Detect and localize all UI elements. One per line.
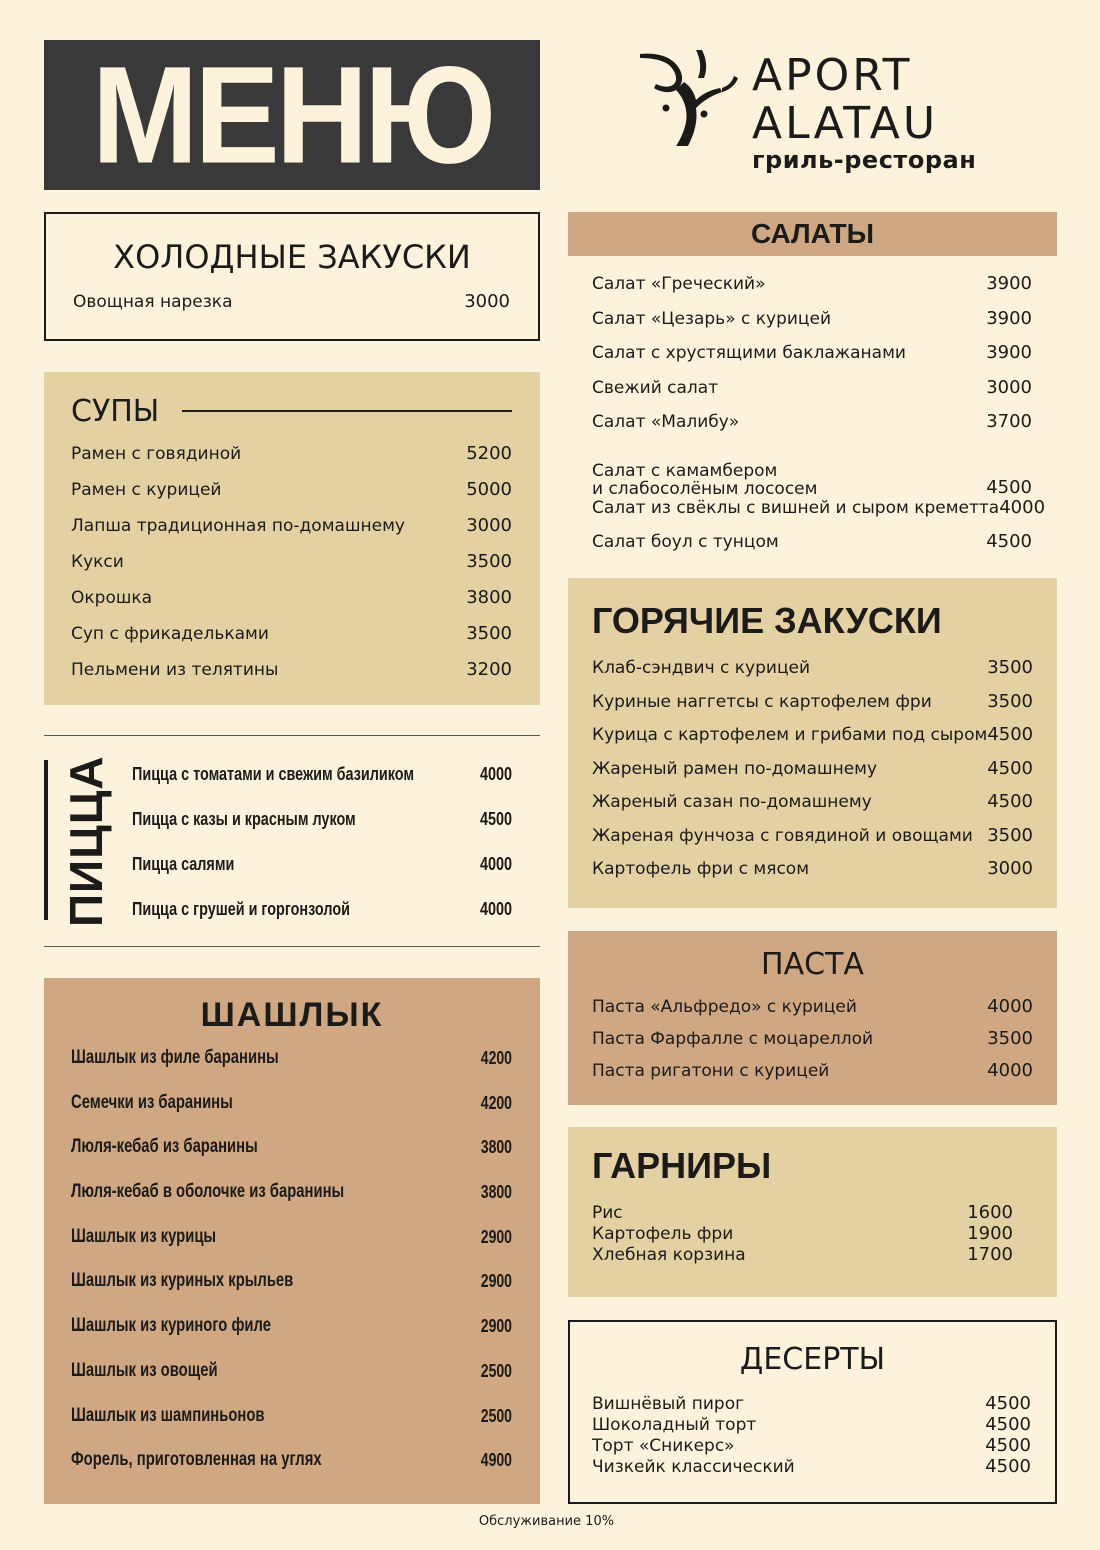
menu-item bbox=[592, 412, 1032, 447]
menu-item bbox=[71, 1093, 512, 1138]
menu-item-price: 4900 bbox=[480, 1450, 512, 1471]
section-salads-header bbox=[568, 212, 1057, 256]
menu-item: Овощная нарезка 3000 bbox=[73, 291, 510, 312]
menu-item-name: Пицца салями bbox=[132, 854, 235, 874]
menu-item-price: 5000 bbox=[466, 479, 512, 500]
divider bbox=[44, 946, 540, 947]
menu-item-price: 3900 bbox=[986, 342, 1032, 363]
menu-item-name: Люля-кебаб в оболочке из баранины bbox=[71, 1181, 345, 1203]
menu-item-price: 4500 bbox=[985, 1414, 1031, 1435]
menu-item bbox=[592, 859, 1033, 893]
section-hot-starters bbox=[568, 578, 1057, 908]
menu-item bbox=[592, 532, 1032, 567]
section-title: САЛАТЫ bbox=[750, 218, 875, 249]
menu-item-name: Рамен с курицей bbox=[71, 480, 222, 500]
menu-item bbox=[132, 899, 512, 944]
menu-item-price: 3800 bbox=[480, 1137, 512, 1158]
menu-item-name: Шашлык из куриного филе bbox=[71, 1315, 272, 1337]
menu-item-name: Салат из свёклы с вишней и сыром креметта bbox=[592, 497, 1000, 518]
section-title: ПАСТА bbox=[761, 947, 864, 982]
section-pizza bbox=[44, 755, 540, 927]
section-shashlik bbox=[44, 978, 540, 1504]
menu-item-price: 4500 bbox=[479, 809, 512, 829]
menu-item-price: 3800 bbox=[480, 1182, 512, 1203]
menu-item-name: Рамен с говядиной bbox=[71, 444, 242, 464]
menu-item-name: Хлебная корзина bbox=[592, 1245, 746, 1265]
brand-subtitle: гриль-ресторан bbox=[752, 146, 977, 174]
menu-item-price: 4000 bbox=[987, 996, 1033, 1017]
section-cold-starters bbox=[44, 212, 540, 341]
menu-item-price: 1600 bbox=[967, 1202, 1013, 1223]
menu-item bbox=[592, 725, 1033, 759]
menu-item bbox=[71, 1271, 512, 1316]
menu-item-name-line2: и слабосолёным лососем bbox=[592, 478, 818, 499]
menu-item-name: Торт «Сникерс» bbox=[592, 1436, 735, 1456]
menu-item bbox=[592, 997, 1033, 1029]
menu-item bbox=[592, 1061, 1033, 1093]
menu-item-name: Свежий салат bbox=[592, 377, 719, 398]
menu-item bbox=[71, 1227, 512, 1272]
menu-item-name: Жареный сазан по-домашнему bbox=[592, 792, 872, 812]
menu-item bbox=[71, 1406, 512, 1451]
menu-item-price: 2500 bbox=[480, 1360, 512, 1381]
menu-item-price: 3900 bbox=[986, 273, 1032, 294]
menu-item-name: Куриные наггетсы с картофелем фри bbox=[592, 691, 932, 712]
menu-item bbox=[132, 809, 512, 854]
menu-item bbox=[592, 658, 1033, 692]
title-rule bbox=[182, 410, 512, 412]
menu-item bbox=[71, 1182, 512, 1227]
menu-item-name: Чизкейк классический bbox=[592, 1457, 795, 1477]
menu-item-name: Картофель фри bbox=[592, 1224, 734, 1244]
menu-item-price: 2500 bbox=[480, 1405, 512, 1426]
menu-item-price: 3500 bbox=[466, 623, 512, 644]
menu-item-price: 4000 bbox=[479, 854, 512, 874]
menu-item-price: 2900 bbox=[480, 1226, 512, 1247]
menu-item-price: 1700 bbox=[967, 1244, 1013, 1265]
menu-item-name: Форель, приготовленная на углях bbox=[71, 1449, 322, 1471]
section-title: ГАРНИРЫ bbox=[592, 1145, 772, 1186]
menu-item-name: Клаб-сэндвич с курицей bbox=[592, 658, 811, 678]
menu-item-name: Паста ригатони с курицей bbox=[592, 1061, 830, 1081]
brand-name-line2: ALATAU bbox=[752, 98, 939, 149]
menu-item-name: Картофель фри с мясом bbox=[592, 859, 810, 879]
menu-item-price: 4000 bbox=[479, 764, 512, 784]
menu-item bbox=[71, 552, 512, 588]
menu-item-price: 2900 bbox=[480, 1316, 512, 1337]
menu-item bbox=[592, 496, 1046, 533]
menu-item-price: 5200 bbox=[466, 443, 512, 464]
section-title: ПИЦЦА bbox=[60, 755, 112, 927]
section-pasta bbox=[568, 931, 1057, 1105]
menu-item-name: Салат «Греческий» bbox=[592, 274, 766, 294]
menu-item bbox=[592, 309, 1032, 344]
deer-antler-icon bbox=[630, 48, 740, 148]
menu-item-price: 4500 bbox=[987, 791, 1033, 812]
menu-item-name: Курица с картофелем и грибами под сыром bbox=[592, 725, 988, 745]
section-salads bbox=[592, 273, 1046, 567]
menu-item bbox=[592, 378, 1032, 413]
menu-item bbox=[71, 1450, 512, 1495]
menu-item-price: 4500 bbox=[986, 531, 1032, 552]
menu-item-name: Шашлык из шампиньонов bbox=[71, 1404, 265, 1426]
menu-item bbox=[592, 759, 1033, 793]
menu-item bbox=[592, 692, 1033, 726]
menu-item-price: 3800 bbox=[466, 587, 512, 608]
menu-item bbox=[592, 447, 1032, 498]
menu-item-name: Кукси bbox=[71, 552, 124, 572]
menu-item-name: Паста «Альфредо» с курицей bbox=[592, 997, 857, 1017]
menu-item-name: Шашлык из куриных крыльев bbox=[71, 1270, 294, 1292]
menu-item-price: 2900 bbox=[480, 1271, 512, 1292]
menu-item bbox=[71, 480, 512, 516]
menu-item-price: 4000 bbox=[479, 899, 512, 919]
menu-item bbox=[592, 826, 1033, 860]
menu-item-price: 3500 bbox=[466, 551, 512, 572]
pizza-vertical-rule bbox=[44, 760, 48, 920]
section-title: ДЕСЕРТЫ bbox=[739, 1342, 886, 1377]
menu-item bbox=[592, 274, 1032, 309]
menu-item-name: Жареный рамен по-домашнему bbox=[592, 758, 878, 779]
menu-item bbox=[592, 1203, 1013, 1224]
menu-item-price: 4200 bbox=[480, 1092, 512, 1113]
menu-item-name: Рис bbox=[592, 1203, 623, 1223]
menu-item-name: Салат «Цезарь» с курицей bbox=[592, 308, 832, 329]
menu-item bbox=[71, 516, 512, 552]
menu-item-price: 3700 bbox=[986, 411, 1032, 432]
menu-item-name: Шашлык из курицы bbox=[71, 1225, 217, 1247]
section-sides bbox=[568, 1127, 1057, 1297]
menu-item-price: 4000 bbox=[987, 1060, 1033, 1081]
menu-item-price: 3900 bbox=[986, 307, 1032, 329]
menu-item bbox=[71, 588, 512, 624]
menu-item bbox=[132, 764, 512, 809]
menu-item-name: Шашлык из филе баранины bbox=[71, 1047, 279, 1068]
section-title: ШАШЛЫК bbox=[200, 996, 384, 1034]
section-title: ХОЛОДНЫЕ ЗАКУСКИ bbox=[113, 238, 471, 276]
menu-item bbox=[71, 1361, 512, 1406]
menu-item-price: 3500 bbox=[987, 824, 1033, 846]
menu-item-name: Лапша традиционная по-домашнему bbox=[71, 516, 405, 536]
menu-item-price: 3000 bbox=[987, 858, 1033, 879]
section-desserts bbox=[568, 1320, 1057, 1504]
menu-item-name: Шашлык из овощей bbox=[71, 1359, 218, 1381]
menu-item-name: Пицца с грушей и горгонзолой bbox=[132, 899, 350, 919]
menu-item bbox=[71, 1316, 512, 1361]
menu-item-price: 4500 bbox=[985, 1435, 1031, 1456]
menu-item-price: 4500 bbox=[987, 757, 1033, 779]
menu-item-name: Окрошка bbox=[71, 588, 153, 608]
brand-name-line1: APORT bbox=[752, 50, 913, 101]
menu-item-name: Пельмени из телятины bbox=[71, 660, 279, 680]
menu-item bbox=[592, 1394, 1031, 1415]
menu-item-price: 4500 bbox=[987, 724, 1034, 745]
divider bbox=[44, 735, 540, 736]
menu-title-banner bbox=[44, 37, 540, 193]
menu-item bbox=[592, 1415, 1031, 1436]
menu-item-name: Паста Фарфалле с моцареллой bbox=[592, 1029, 874, 1049]
menu-item-price: 4500 bbox=[985, 1393, 1031, 1414]
menu-item-name: Люля-кебаб из баранины bbox=[71, 1136, 258, 1158]
menu-item bbox=[592, 1245, 1013, 1266]
menu-item-price: 4500 bbox=[985, 1456, 1031, 1477]
menu-item bbox=[592, 1436, 1031, 1457]
menu-item-name-line1: Салат с камамбером bbox=[592, 460, 778, 481]
menu-item bbox=[592, 792, 1033, 826]
menu-item-price: 3200 bbox=[466, 659, 512, 680]
service-charge-note: Обслуживание 10% bbox=[478, 1514, 615, 1529]
menu-item-name: Жареная фунчоза с говядиной и овощами bbox=[592, 825, 973, 846]
menu-item-name: Пицца с томатами и свежим базиликом bbox=[132, 764, 415, 784]
menu-item-price: 4500 bbox=[986, 476, 1032, 498]
menu-item-name: Вишнёвый пирог bbox=[592, 1394, 745, 1414]
menu-item-price: 4200 bbox=[480, 1048, 512, 1068]
menu-item bbox=[592, 1457, 1031, 1478]
menu-item-price: 3000 bbox=[986, 376, 1032, 398]
menu-title: МЕНЮ bbox=[91, 37, 493, 193]
menu-item bbox=[71, 444, 512, 480]
menu-item-name: Семечки из баранины bbox=[71, 1091, 233, 1113]
menu-item bbox=[132, 854, 512, 899]
menu-item bbox=[592, 1224, 1013, 1245]
menu-item-name: Салат боул с тунцом bbox=[592, 532, 779, 552]
menu-item-name: Пицца с казы и красным луком bbox=[132, 809, 356, 829]
menu-item-name: Суп с фрикадельками bbox=[71, 624, 269, 644]
menu-item-price: 3000 bbox=[466, 515, 512, 536]
menu-item bbox=[71, 624, 512, 660]
section-soups bbox=[44, 372, 540, 705]
menu-item-name: Салат «Малибу» bbox=[592, 412, 740, 432]
menu-item-name bbox=[592, 462, 817, 498]
menu-item-price: 3500 bbox=[987, 690, 1033, 712]
menu-item-price: 4000 bbox=[999, 496, 1046, 518]
menu-item-price: 1900 bbox=[967, 1223, 1013, 1244]
menu-item bbox=[71, 660, 512, 696]
menu-item bbox=[71, 1137, 512, 1182]
menu-item-name: Шоколадный торт bbox=[592, 1415, 757, 1435]
menu-item bbox=[592, 343, 1032, 378]
brand-logo bbox=[630, 44, 990, 184]
menu-item bbox=[592, 1029, 1033, 1061]
menu-item-name: Салат с хрустящими баклажанами bbox=[592, 343, 906, 363]
menu-item-price: 3500 bbox=[987, 657, 1033, 678]
section-title: СУПЫ bbox=[71, 394, 160, 429]
menu-item bbox=[71, 1048, 512, 1093]
menu-item-price: 3500 bbox=[987, 1028, 1033, 1049]
section-title: ГОРЯЧИЕ ЗАКУСКИ bbox=[592, 600, 942, 641]
